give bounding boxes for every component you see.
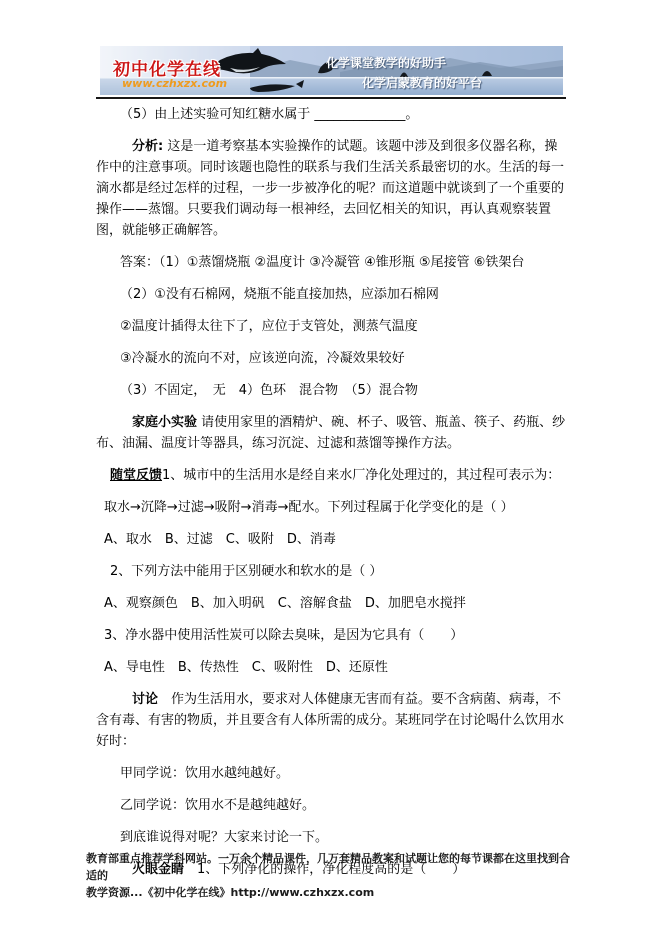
paragraph-q1-options — [96, 529, 566, 550]
document-body — [96, 104, 566, 891]
site-banner — [100, 46, 563, 95]
section-label-sharp-eyes: 火眼金睛 — [132, 862, 185, 877]
header-divider — [96, 97, 566, 99]
paragraph-home-experiment — [96, 412, 566, 454]
paragraph-text: 作为生活用水，要求对人体健康无害而有益。要不含病菌、病毒，不含有毒、有害的物质，并且要含有人体所需的成分。某班同学在讨论喝什么饮用水好时： — [96, 692, 565, 749]
paragraph-student-b — [96, 795, 566, 816]
paragraph-text: 1、城市中的生活用水是经自来水厂净化处理过的，其过程可表示为： — [162, 468, 561, 483]
site-url[interactable]: www.czhxzx.com — [122, 77, 228, 90]
banner-slogan-2: 化学启蒙教育的好平台 — [362, 76, 483, 90]
section-label-home-experiment: 家庭小实验 — [132, 415, 198, 430]
paragraph-text: 这是一道考察基本实验操作的试题。该题中涉及到很多仪器名称，操作中的注意事项。同时该题也隐性的联系与我们生活关系最密切的水。生活的每一滴水都是经过怎样的过程，一步一步被净化的呢？而这道题中就谈到了一个重要的操作——蒸馏。只要我们调动每一根神经，去回忆相关的知识，再认真观察装置图，就能够正确解答。 — [96, 139, 565, 238]
footer-line-2[interactable]: 教学资源...《初中化学在线》http://www.czhxzx.com — [86, 886, 375, 899]
paragraph-text: 1、下列净化的操作，净化程度高的是（ ） — [184, 862, 466, 877]
paragraph-q2 — [96, 561, 566, 582]
paragraph-q2-options — [96, 593, 566, 614]
paragraph-feedback-q1 — [96, 465, 566, 486]
paragraph-text: （3）不固定， 无 4）色环 混合物 （5）混合物 — [120, 383, 418, 398]
paragraph-answer — [96, 252, 566, 273]
paragraph-text: ③冷凝水的流向不对，应该逆向流，冷凝效果较好 — [120, 351, 405, 366]
paragraph-fill-blank — [96, 104, 566, 125]
paragraph-answer-2 — [96, 284, 566, 305]
page-footer — [86, 850, 580, 901]
paragraph-text: （5）由上述实验可知红糖水属于 ______________。 — [120, 107, 419, 122]
paragraph-text: 乙同学说：饮用水不是越纯越好。 — [120, 798, 316, 813]
paragraph-text: A、观察颜色 B、加入明矾 C、溶解食盐 D、加肥皂水搅拌 — [104, 596, 466, 611]
paragraph-discussion — [96, 689, 566, 752]
paragraph-text: 请使用家里的酒精炉、碗、杯子、吸管、瓶盖、筷子、药瓶、纱布、油漏、温度计等器具，练习沉淀、过滤和蒸馏等操作方法。 — [96, 415, 566, 451]
paragraph-answer-3 — [96, 380, 566, 401]
paragraph-text: A、取水 B、过滤 C、吸附 D、消毒 — [104, 532, 336, 547]
paragraph-answer-2b — [96, 316, 566, 337]
paragraph-answer-2c — [96, 348, 566, 369]
section-label-class-feedback: 随堂反馈 — [110, 468, 163, 483]
paragraph-text: ②温度计插得太往下了，应位于支管处，测蒸气温度 — [120, 319, 418, 334]
paragraph-text: 取水→沉降→过滤→吸附→消毒→配水。下列过程属于化学变化的是（ ） — [104, 500, 514, 515]
paragraph-q3-options — [96, 657, 566, 678]
paragraph-text: （2）①没有石棉网，烧瓶不能直接加热，应添加石棉网 — [120, 287, 439, 302]
paragraph-q3 — [96, 625, 566, 646]
section-label-discussion: 讨论 — [132, 692, 159, 707]
site-name: 初中化学在线 — [113, 60, 221, 80]
paragraph-text: 2、下列方法中能用于区别硬水和软水的是（ ） — [110, 564, 383, 579]
banner-slogan-1: 化学课堂教学的好助手 — [326, 56, 447, 70]
section-label-analysis: 分析: — [132, 139, 164, 154]
paragraph-text: A、导电性 B、传热性 C、吸附性 D、还原性 — [104, 660, 388, 675]
paragraph-text: 答案：（1）①蒸馏烧瓶 ②温度计 ③冷凝管 ④锥形瓶 ⑤尾接管 ⑥铁架台 — [120, 255, 525, 270]
paragraph-text: 3、净水器中使用活性炭可以除去臭味，是因为它具有（ ） — [104, 628, 464, 643]
paragraph-text: 甲同学说：饮用水越纯越好。 — [120, 766, 290, 781]
paragraph-student-a — [96, 763, 566, 784]
paragraph-q1-process — [96, 497, 566, 518]
footer-line-1: 教育部重点推荐学科网站。一万余个精品课件，几万套精品教案和试题让您的每节课都在这里找到合适的 — [86, 852, 570, 882]
paragraph-text: 到底谁说得对呢？大家来讨论一下。 — [120, 830, 329, 845]
paragraph-analysis — [96, 136, 566, 241]
paragraph-discussion-prompt — [96, 827, 566, 848]
